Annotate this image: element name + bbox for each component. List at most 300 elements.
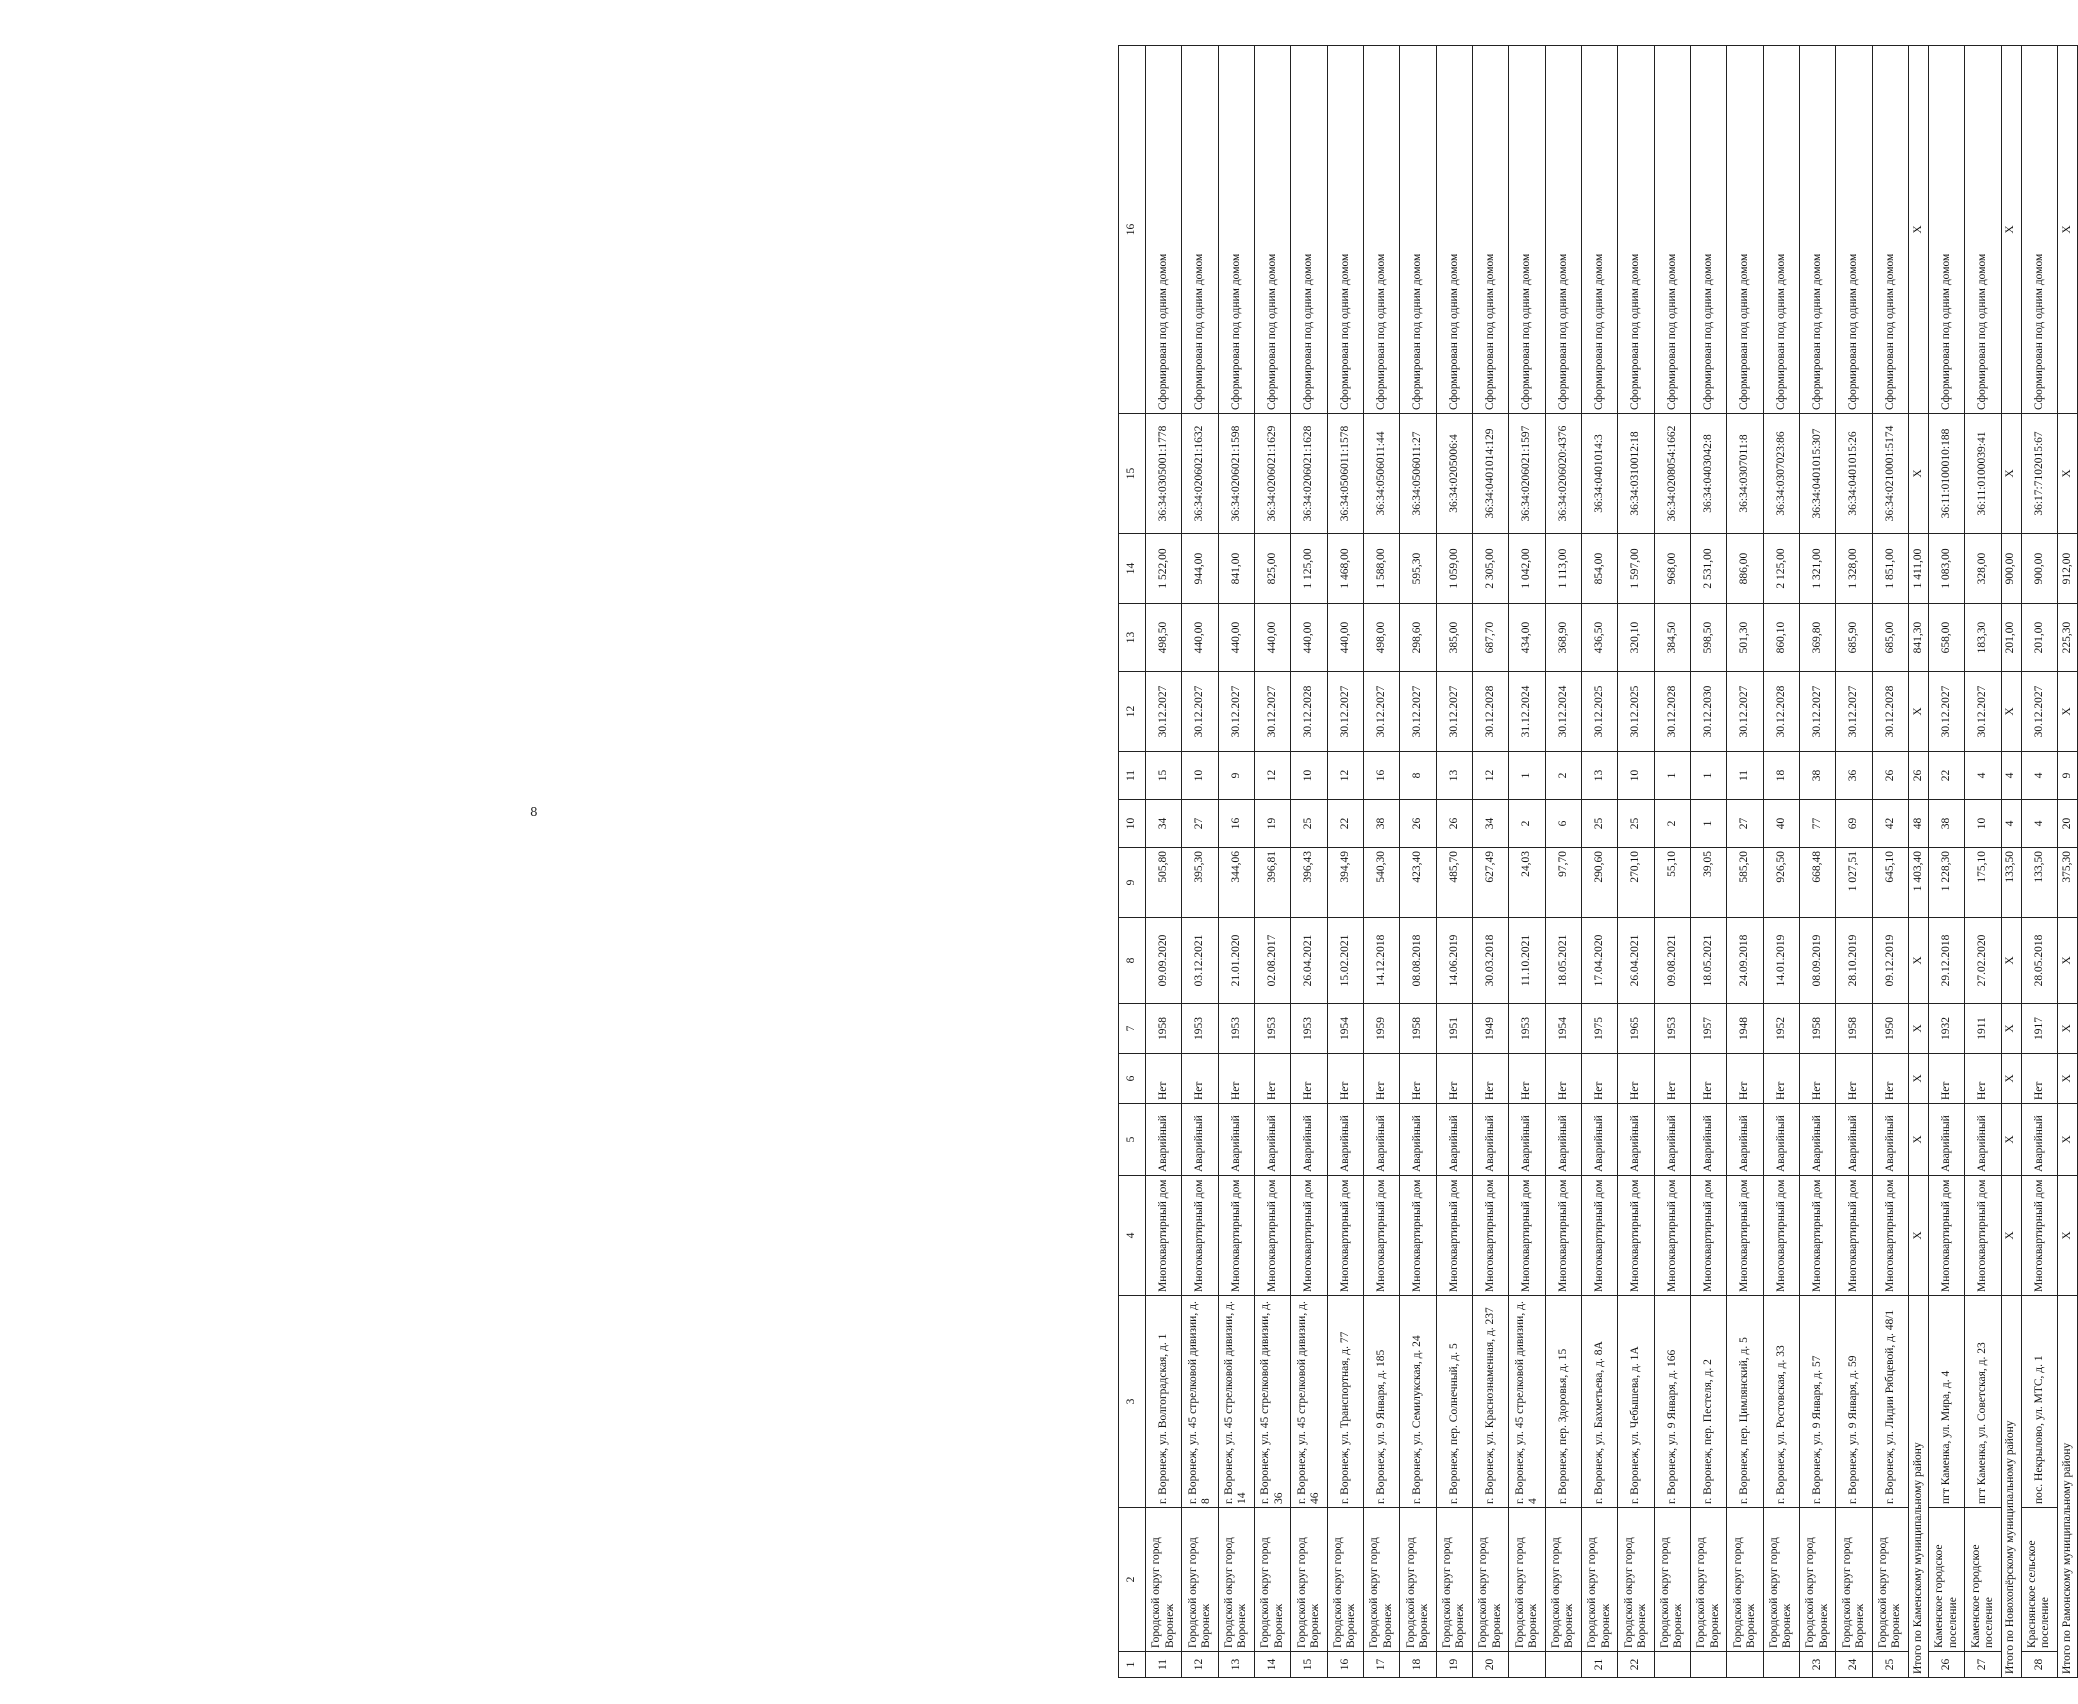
- cell-col-10: 77: [1799, 800, 1835, 848]
- cell-col-3: пгт Каменка, ул. Советская, д. 23: [1965, 1296, 2001, 1508]
- cell-col-11: 1: [1690, 752, 1726, 800]
- cell-col-14: 944,00: [1182, 534, 1218, 604]
- cell-col-2: Краснянское сельское поселение: [2021, 1508, 2057, 1652]
- cell-col-13: 440,00: [1291, 604, 1327, 672]
- cell-col-4: Многоквартирный дом: [1618, 1176, 1654, 1296]
- cell-col-2: Каменское городское поселение: [1965, 1508, 2001, 1652]
- cell-col-2: Городской округ город Воронеж: [1581, 1508, 1617, 1652]
- cell-col-12: 30.12.2027: [1254, 672, 1290, 752]
- cell-col-8: 14.12.2018: [1363, 918, 1399, 1004]
- cell-col-16: Сформирован под одним домом: [1545, 46, 1581, 414]
- cell-col-15: 36:34:0206021:1629: [1254, 414, 1290, 534]
- cell-col-15: 36:34:0305001:1778: [1146, 414, 1182, 534]
- cell-col-1: 15: [1291, 1652, 1327, 1678]
- cell-col-7: 1953: [1218, 1004, 1254, 1054]
- total-cell-col-13: 201,00: [2001, 604, 2021, 672]
- cell-col-1: 17: [1363, 1652, 1399, 1678]
- cell-col-5: Аварийный: [1581, 1104, 1617, 1176]
- table-row: [1965, 46, 2001, 1678]
- cell-col-2: Городской округ город Воронеж: [1436, 1508, 1472, 1652]
- cell-col-1: 14: [1254, 1652, 1290, 1678]
- table-header: [1119, 46, 1146, 1678]
- cell-col-13: 498,50: [1146, 604, 1182, 672]
- cell-col-14: 1 059,00: [1436, 534, 1472, 604]
- cell-col-8: 21.01.2020: [1218, 918, 1254, 1004]
- cell-col-16: Сформирован под одним домом: [1291, 46, 1327, 414]
- cell-col-5: Аварийный: [1763, 1104, 1799, 1176]
- total-cell-col-13: 841,30: [1908, 604, 1928, 672]
- cell-col-7: 1958: [1799, 1004, 1835, 1054]
- cell-col-3: г. Воронеж, ул. 45 стрелковой дивизии, д. 8: [1182, 1296, 1218, 1508]
- cell-col-3: г. Воронеж, ул. 9 Января, д. 57: [1799, 1296, 1835, 1508]
- column-number-11: 11: [1119, 752, 1146, 800]
- cell-col-4: Многоквартирный дом: [1799, 1176, 1835, 1296]
- cell-col-13: 685,90: [1836, 604, 1872, 672]
- total-cell-col-6: X: [2057, 1054, 2077, 1104]
- cell-col-6: Нет: [1928, 1054, 1964, 1104]
- cell-col-9: 505,80: [1146, 848, 1182, 918]
- cell-col-14: 1 468,00: [1327, 534, 1363, 604]
- cell-col-7: 1911: [1965, 1004, 2001, 1054]
- cell-col-6: Нет: [1509, 1054, 1545, 1104]
- cell-col-10: 1: [1690, 800, 1726, 848]
- cell-col-3: г. Воронеж, пер. Пестеля, д. 2: [1690, 1296, 1726, 1508]
- cell-col-13: 498,00: [1363, 604, 1399, 672]
- cell-col-2: Городской округ город Воронеж: [1836, 1508, 1872, 1652]
- cell-col-1: 13: [1218, 1652, 1254, 1678]
- cell-col-6: Нет: [1327, 1054, 1363, 1104]
- cell-col-9: 585,20: [1727, 848, 1763, 918]
- cell-col-9: 270,10: [1618, 848, 1654, 918]
- cell-col-9: 423,40: [1400, 848, 1436, 918]
- cell-col-8: 02.08.2017: [1254, 918, 1290, 1004]
- cell-col-10: 34: [1472, 800, 1508, 848]
- cell-col-12: 30.12.2027: [1146, 672, 1182, 752]
- cell-col-2: Городской округ город Воронеж: [1763, 1508, 1799, 1652]
- cell-col-16: Сформирован под одним домом: [1727, 46, 1763, 414]
- cell-col-2: Каменское городское поселение: [1928, 1508, 1964, 1652]
- cell-col-9: 1 027,51: [1836, 848, 1872, 918]
- cell-col-4: Многоквартирный дом: [1472, 1176, 1508, 1296]
- table-row: [1654, 46, 1690, 1678]
- total-cell-col-14: 912,00: [2057, 534, 2077, 604]
- cell-col-16: Сформирован под одним домом: [1836, 46, 1872, 414]
- cell-col-14: 1 851,00: [1872, 534, 1908, 604]
- cell-col-3: г. Воронеж, ул. Бахметьева, д. 8А: [1581, 1296, 1617, 1508]
- cell-col-5: Аварийный: [1928, 1104, 1964, 1176]
- cell-col-12: 30.12.2027: [1836, 672, 1872, 752]
- cell-col-11: 11: [1727, 752, 1763, 800]
- cell-col-8: 09.12.2019: [1872, 918, 1908, 1004]
- cell-col-6: Нет: [1218, 1054, 1254, 1104]
- table-row: [1218, 46, 1254, 1678]
- cell-col-12: 30.12.2027: [1727, 672, 1763, 752]
- cell-col-5: Аварийный: [1836, 1104, 1872, 1176]
- total-cell-col-7: X: [2057, 1004, 2077, 1054]
- cell-col-5: Аварийный: [2021, 1104, 2057, 1176]
- cell-col-5: Аварийный: [1327, 1104, 1363, 1176]
- cell-col-15: 36:34:0210001:5174: [1872, 414, 1908, 534]
- cell-col-14: 595,30: [1400, 534, 1436, 604]
- cell-col-11: 1: [1654, 752, 1690, 800]
- cell-col-16: Сформирован под одним домом: [1654, 46, 1690, 414]
- cell-col-6: Нет: [1400, 1054, 1436, 1104]
- cell-col-1: 23: [1799, 1652, 1835, 1678]
- cell-col-2: Городской округ город Воронеж: [1690, 1508, 1726, 1652]
- cell-col-4: Многоквартирный дом: [1182, 1176, 1218, 1296]
- cell-col-13: 183,30: [1965, 604, 2001, 672]
- cell-col-2: Городской округ город Воронеж: [1400, 1508, 1436, 1652]
- cell-col-9: 175,10: [1965, 848, 2001, 918]
- cell-col-15: 36:34:0307023:86: [1763, 414, 1799, 534]
- cell-col-9: 668,48: [1799, 848, 1835, 918]
- cell-col-9: 627,49: [1472, 848, 1508, 918]
- total-label: Итого по Новохопёрскому муниципальному району: [2001, 1296, 2021, 1678]
- cell-col-8: 27.02.2020: [1965, 918, 2001, 1004]
- total-cell-col-8: X: [2001, 918, 2021, 1004]
- total-cell-col-10: 20: [2057, 800, 2077, 848]
- cell-col-12: 30.12.2027: [1965, 672, 2001, 752]
- cell-col-11: 26: [1872, 752, 1908, 800]
- cell-col-9: 344,06: [1218, 848, 1254, 918]
- cell-col-2: Городской округ город Воронеж: [1545, 1508, 1581, 1652]
- cell-col-7: 1953: [1291, 1004, 1327, 1054]
- cell-col-5: Аварийный: [1400, 1104, 1436, 1176]
- cell-col-4: Многоквартирный дом: [2021, 1176, 2057, 1296]
- cell-col-11: 12: [1254, 752, 1290, 800]
- column-number-14: 14: [1119, 534, 1146, 604]
- cell-col-10: 38: [1363, 800, 1399, 848]
- total-cell-col-14: 900,00: [2001, 534, 2021, 604]
- cell-col-5: Аварийный: [1436, 1104, 1472, 1176]
- column-number-15: 15: [1119, 414, 1146, 534]
- cell-col-15: 36:34:0206021:1632: [1182, 414, 1218, 534]
- cell-col-9: 540,30: [1363, 848, 1399, 918]
- column-number-8: 8: [1119, 918, 1146, 1004]
- cell-col-4: Многоквартирный дом: [1218, 1176, 1254, 1296]
- cell-col-2: Городской округ город Воронеж: [1654, 1508, 1690, 1652]
- cell-col-2: Городской округ город Воронеж: [1291, 1508, 1327, 1652]
- cell-col-3: г. Воронеж, ул. 45 стрелковой дивизии, д. 14: [1218, 1296, 1254, 1508]
- cell-col-11: 10: [1182, 752, 1218, 800]
- cell-col-4: Многоквартирный дом: [1254, 1176, 1290, 1296]
- cell-col-15: 36:34:0206020:4376: [1545, 414, 1581, 534]
- cell-col-5: Аварийный: [1545, 1104, 1581, 1176]
- cell-col-12: 30.12.2024: [1545, 672, 1581, 752]
- cell-col-6: Нет: [1545, 1054, 1581, 1104]
- total-cell-col-9: 133,50: [2001, 848, 2021, 918]
- table-row: [1327, 46, 1363, 1678]
- cell-col-8: 08.09.2019: [1799, 918, 1835, 1004]
- cell-col-1: 25: [1872, 1652, 1908, 1678]
- cell-col-5: Аварийный: [1254, 1104, 1290, 1176]
- cell-col-7: 1953: [1509, 1004, 1545, 1054]
- cell-col-5: Аварийный: [1363, 1104, 1399, 1176]
- cell-col-14: 2 125,00: [1763, 534, 1799, 604]
- total-cell-col-14: 1 411,00: [1908, 534, 1928, 604]
- cell-col-15: 36:34:0206021:1598: [1218, 414, 1254, 534]
- cell-col-7: 1959: [1363, 1004, 1399, 1054]
- cell-col-4: Многоквартирный дом: [1146, 1176, 1182, 1296]
- cell-col-11: 2: [1545, 752, 1581, 800]
- cell-col-1: 27: [1965, 1652, 2001, 1678]
- cell-col-4: Многоквартирный дом: [1965, 1176, 2001, 1296]
- cell-col-8: 18.05.2021: [1690, 918, 1726, 1004]
- cell-col-10: 27: [1182, 800, 1218, 848]
- column-number-1: 1: [1119, 1652, 1146, 1678]
- cell-col-15: 36:34:0401014:3: [1581, 414, 1617, 534]
- cell-col-6: Нет: [2021, 1054, 2057, 1104]
- cell-col-9: 133,50: [2021, 848, 2057, 918]
- table-row: [1836, 46, 1872, 1678]
- cell-col-3: г. Воронеж, ул. 9 Января, д. 185: [1363, 1296, 1399, 1508]
- table-row: [1690, 46, 1726, 1678]
- column-number-row: [1119, 46, 1146, 1678]
- cell-col-16: Сформирован под одним домом: [1928, 46, 1964, 414]
- column-number-10: 10: [1119, 800, 1146, 848]
- cell-col-1: 24: [1836, 1652, 1872, 1678]
- cell-col-15: 36:34:0401014:129: [1472, 414, 1508, 534]
- cell-col-12: 30.12.2027: [1928, 672, 1964, 752]
- cell-col-7: 1949: [1472, 1004, 1508, 1054]
- cell-col-5: Аварийный: [1799, 1104, 1835, 1176]
- cell-col-10: 25: [1618, 800, 1654, 848]
- total-cell-col-9: 375,30: [2057, 848, 2077, 918]
- column-number-4: 4: [1119, 1176, 1146, 1296]
- cell-col-12: 30.12.2027: [1400, 672, 1436, 752]
- total-cell-col-8: X: [1908, 918, 1928, 1004]
- cell-col-2: Городской округ город Воронеж: [1182, 1508, 1218, 1652]
- column-number-5: 5: [1119, 1104, 1146, 1176]
- cell-col-3: г. Воронеж, ул. Ростовская, д. 33: [1763, 1296, 1799, 1508]
- table-row: [1472, 46, 1508, 1678]
- cell-col-13: 385,00: [1436, 604, 1472, 672]
- cell-col-9: 395,30: [1182, 848, 1218, 918]
- cell-col-5: Аварийный: [1618, 1104, 1654, 1176]
- cell-col-16: Сформирован под одним домом: [1254, 46, 1290, 414]
- cell-col-5: Аварийный: [1218, 1104, 1254, 1176]
- cell-col-6: Нет: [1763, 1054, 1799, 1104]
- cell-col-12: 30.12.2027: [1799, 672, 1835, 752]
- cell-col-14: 1 328,00: [1836, 534, 1872, 604]
- cell-col-11: 12: [1472, 752, 1508, 800]
- cell-col-16: Сформирован под одним домом: [1965, 46, 2001, 414]
- cell-col-9: 645,10: [1872, 848, 1908, 918]
- cell-col-16: Сформирован под одним домом: [1400, 46, 1436, 414]
- cell-col-3: г. Воронеж, ул. Транспортная, д. 77: [1327, 1296, 1363, 1508]
- cell-col-6: Нет: [1799, 1054, 1835, 1104]
- cell-col-16: Сформирован под одним домом: [1436, 46, 1472, 414]
- cell-col-10: 22: [1327, 800, 1363, 848]
- cell-col-2: Городской округ город Воронеж: [1327, 1508, 1363, 1652]
- cell-col-16: Сформирован под одним домом: [1182, 46, 1218, 414]
- cell-col-10: 40: [1763, 800, 1799, 848]
- cell-col-14: 854,00: [1581, 534, 1617, 604]
- cell-col-6: Нет: [1363, 1054, 1399, 1104]
- cell-col-13: 440,00: [1218, 604, 1254, 672]
- cell-col-8: 26.04.2021: [1291, 918, 1327, 1004]
- cell-col-1: 19: [1436, 1652, 1472, 1678]
- table-row: [1146, 46, 1182, 1678]
- column-number-6: 6: [1119, 1054, 1146, 1104]
- cell-col-4: Многоквартирный дом: [1327, 1176, 1363, 1296]
- cell-col-6: Нет: [1472, 1054, 1508, 1104]
- total-cell-col-12: X: [2057, 672, 2077, 752]
- cell-col-5: Аварийный: [1146, 1104, 1182, 1176]
- cell-col-7: 1951: [1436, 1004, 1472, 1054]
- cell-col-12: 30.12.2025: [1618, 672, 1654, 752]
- cell-col-6: Нет: [1654, 1054, 1690, 1104]
- total-cell-col-4: X: [1908, 1176, 1928, 1296]
- cell-col-13: 687,70: [1472, 604, 1508, 672]
- cell-col-11: 15: [1146, 752, 1182, 800]
- table-row: [1545, 46, 1581, 1678]
- cell-col-16: Сформирован под одним домом: [1509, 46, 1545, 414]
- table-row: [1182, 46, 1218, 1678]
- cell-col-6: Нет: [1690, 1054, 1726, 1104]
- cell-col-8: 26.04.2021: [1618, 918, 1654, 1004]
- cell-col-7: 1958: [1400, 1004, 1436, 1054]
- cell-col-9: 39,05: [1690, 848, 1726, 918]
- cell-col-4: Многоквартирный дом: [1436, 1176, 1472, 1296]
- cell-col-1: 12: [1182, 1652, 1218, 1678]
- total-cell-col-16: X: [2001, 46, 2021, 414]
- cell-col-7: 1958: [1146, 1004, 1182, 1054]
- column-number-16: 16: [1119, 46, 1146, 414]
- cell-col-3: г. Воронеж, пер. Цимлянский, д. 5: [1727, 1296, 1763, 1508]
- column-number-7: 7: [1119, 1004, 1146, 1054]
- cell-col-12: 30.12.2025: [1581, 672, 1617, 752]
- cell-col-8: 24.09.2018: [1727, 918, 1763, 1004]
- cell-col-12: 30.12.2028: [1472, 672, 1508, 752]
- cell-col-12: 30.12.2028: [1291, 672, 1327, 752]
- cell-col-3: г. Воронеж, ул. 45 стрелковой дивизии, д. 46: [1291, 1296, 1327, 1508]
- cell-col-8: 28.10.2019: [1836, 918, 1872, 1004]
- total-label: Итого по Рамонскому муниципальному району: [2057, 1296, 2077, 1678]
- cell-col-13: 440,00: [1182, 604, 1218, 672]
- cell-col-12: 30.12.2027: [1436, 672, 1472, 752]
- cell-col-1: 20: [1472, 1652, 1508, 1678]
- cell-col-2: Городской округ город Воронеж: [1146, 1508, 1182, 1652]
- cell-col-4: Многоквартирный дом: [1545, 1176, 1581, 1296]
- cell-col-9: 55,10: [1654, 848, 1690, 918]
- cell-col-11: 8: [1400, 752, 1436, 800]
- cell-col-13: 384,50: [1654, 604, 1690, 672]
- cell-col-10: 16: [1218, 800, 1254, 848]
- table-row: [1363, 46, 1399, 1678]
- cell-col-3: г. Воронеж, пер. Солнечный, д. 5: [1436, 1296, 1472, 1508]
- cell-col-12: 30.12.2027: [1327, 672, 1363, 752]
- cell-col-6: Нет: [1727, 1054, 1763, 1104]
- cell-col-5: Аварийный: [1182, 1104, 1218, 1176]
- total-cell-col-15: X: [2057, 414, 2077, 534]
- cell-col-5: Аварийный: [1965, 1104, 2001, 1176]
- cell-col-15: 36:34:0401015:26: [1836, 414, 1872, 534]
- cell-col-14: 2 531,00: [1690, 534, 1726, 604]
- cell-col-2: Городской округ город Воронеж: [1363, 1508, 1399, 1652]
- page-mark: 8: [530, 805, 538, 819]
- cell-col-14: 841,00: [1218, 534, 1254, 604]
- total-cell-col-8: X: [2057, 918, 2077, 1004]
- table-body: [1146, 46, 2078, 1678]
- cell-col-6: Нет: [1146, 1054, 1182, 1104]
- cell-col-7: 1957: [1690, 1004, 1726, 1054]
- cell-col-15: 36:34:0403042:8: [1690, 414, 1726, 534]
- cell-col-12: 30.12.2027: [1218, 672, 1254, 752]
- table-row: [2021, 46, 2057, 1678]
- total-cell-col-12: X: [2001, 672, 2021, 752]
- cell-col-16: Сформирован под одним домом: [1146, 46, 1182, 414]
- cell-col-13: 685,00: [1872, 604, 1908, 672]
- cell-col-10: 2: [1654, 800, 1690, 848]
- cell-col-11: 10: [1618, 752, 1654, 800]
- cell-col-13: 658,00: [1928, 604, 1964, 672]
- column-number-3: 3: [1119, 1296, 1146, 1508]
- cell-col-1: 26: [1928, 1652, 1964, 1678]
- cell-col-8: 28.05.2018: [2021, 918, 2057, 1004]
- cell-col-6: Нет: [1182, 1054, 1218, 1104]
- cell-col-5: Аварийный: [1509, 1104, 1545, 1176]
- cell-col-4: Многоквартирный дом: [1654, 1176, 1690, 1296]
- cell-col-16: Сформирован под одним домом: [1763, 46, 1799, 414]
- cell-col-2: Городской округ город Воронеж: [1872, 1508, 1908, 1652]
- cell-col-3: г. Воронеж, ул. Семилукская, д. 24: [1400, 1296, 1436, 1508]
- cell-col-4: Многоквартирный дом: [1363, 1176, 1399, 1296]
- cell-col-3: г. Воронеж, ул. Волгоградская, д. 1: [1146, 1296, 1182, 1508]
- cell-col-1: [1727, 1652, 1763, 1678]
- cell-col-15: 36:34:0206021:1597: [1509, 414, 1545, 534]
- table-row: [1509, 46, 1545, 1678]
- cell-col-3: г. Воронеж, ул. 9 Января, д. 59: [1836, 1296, 1872, 1508]
- total-cell-col-5: X: [1908, 1104, 1928, 1176]
- cell-col-10: 25: [1581, 800, 1617, 848]
- table-row: [1291, 46, 1327, 1678]
- cell-col-7: 1975: [1581, 1004, 1617, 1054]
- cell-col-7: 1958: [1836, 1004, 1872, 1054]
- cell-col-1: [1763, 1652, 1799, 1678]
- cell-col-4: Многоквартирный дом: [1291, 1176, 1327, 1296]
- cell-col-6: Нет: [1291, 1054, 1327, 1104]
- table-row: [1928, 46, 1964, 1678]
- cell-col-1: 21: [1581, 1652, 1617, 1678]
- total-cell-col-7: X: [1908, 1004, 1928, 1054]
- cell-col-6: Нет: [1436, 1054, 1472, 1104]
- cell-col-3: г. Воронеж, ул. 9 Января, д. 166: [1654, 1296, 1690, 1508]
- cell-col-5: Аварийный: [1472, 1104, 1508, 1176]
- cell-col-15: 36:34:0506011:27: [1400, 414, 1436, 534]
- cell-col-5: Аварийный: [1654, 1104, 1690, 1176]
- cell-col-10: 34: [1146, 800, 1182, 848]
- cell-col-13: 298,60: [1400, 604, 1436, 672]
- cell-col-16: Сформирован под одним домом: [1618, 46, 1654, 414]
- table-row: [1618, 46, 1654, 1678]
- cell-col-12: 30.12.2030: [1690, 672, 1726, 752]
- cell-col-16: Сформирован под одним домом: [1218, 46, 1254, 414]
- total-cell-col-5: X: [2057, 1104, 2077, 1176]
- cell-col-15: 36:34:0506011:44: [1363, 414, 1399, 534]
- cell-col-14: 328,00: [1965, 534, 2001, 604]
- cell-col-14: 825,00: [1254, 534, 1290, 604]
- cell-col-1: 16: [1327, 1652, 1363, 1678]
- table-row: [1581, 46, 1617, 1678]
- cell-col-13: 320,10: [1618, 604, 1654, 672]
- total-cell-col-10: 4: [2001, 800, 2021, 848]
- cell-col-7: 1932: [1928, 1004, 1964, 1054]
- cell-col-14: 1 522,00: [1146, 534, 1182, 604]
- cell-col-1: [1690, 1652, 1726, 1678]
- cell-col-14: 1 113,00: [1545, 534, 1581, 604]
- cell-col-7: 1953: [1654, 1004, 1690, 1054]
